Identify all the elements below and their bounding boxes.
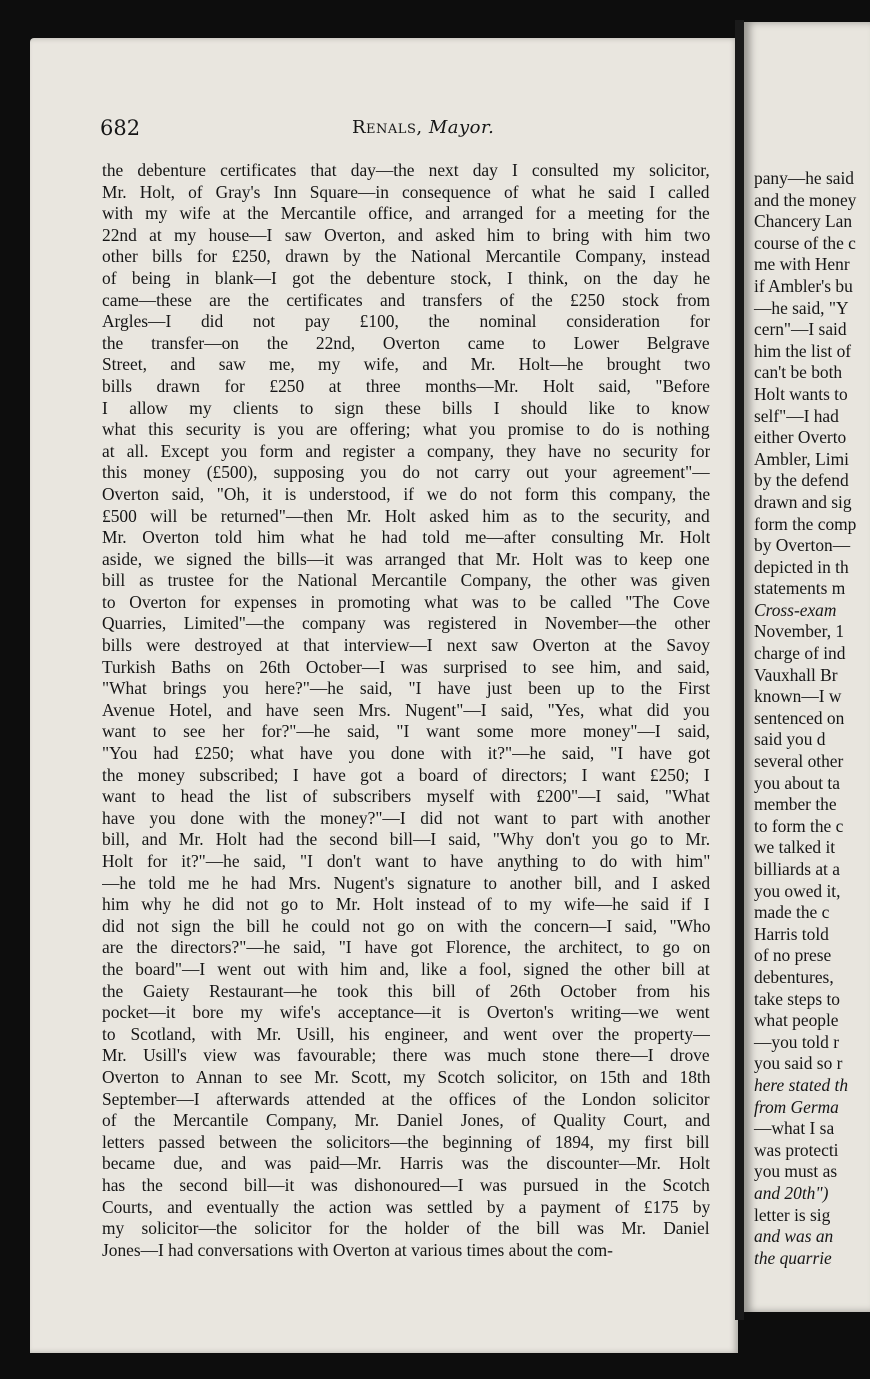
right-text-line: —he said, "Y <box>754 297 849 318</box>
text-line: has the second bill—it was dishonoured—I was pursued in the Scotch <box>102 1174 710 1195</box>
right-text-line: here stated th <box>754 1074 849 1095</box>
text-line: bill as trustee for the National Mercantile Company, the other was given <box>102 570 710 591</box>
text-line: I allow my clients to sign these bills I should like to know <box>102 397 710 418</box>
text-line: of being in blank—I got the debenture stock, I think, on the day he <box>102 267 710 288</box>
right-text-line: was protecti <box>754 1139 839 1160</box>
text-line: Street, and saw me, my wife, and Mr. Holt—he brought two <box>102 354 710 375</box>
right-text-line: billiards at a <box>754 859 840 879</box>
text-line: other bills for £250, drawn by the National Mercantile Company, instead <box>102 246 710 267</box>
text-line: the transfer—on the 22nd, Overton came to Lower Belgrave <box>102 332 710 353</box>
text-line: September—I afterwards attended at the offices of the London solicitor <box>102 1088 710 1109</box>
right-text-line: take steps to <box>754 988 840 1009</box>
right-text-line: you owed it, <box>754 880 841 901</box>
right-text-line: letter is sig <box>754 1204 831 1225</box>
text-line: —he told me he had Mrs. Nugent's signature to another bill, and I asked <box>102 872 710 893</box>
right-text-line: debentures, <box>754 966 834 987</box>
right-text-line: Harris told <box>754 923 829 944</box>
right-text-line: form the comp <box>754 513 857 534</box>
right-text-line: member the <box>754 794 837 815</box>
text-line: Turkish Baths on 26th October—I was surprised to see him, and said, <box>102 656 710 677</box>
right-text-line: Vauxhall Br <box>754 664 838 685</box>
right-text-line: you said so r <box>754 1053 843 1074</box>
text-line: Jones—I had conversations with Overton at various times about the com- <box>102 1239 613 1260</box>
text-line: the Gaiety Restaurant—he took this bill of 26th October from his <box>102 980 710 1001</box>
right-text-line: made the c <box>754 902 830 923</box>
right-text-line: we talked it <box>754 837 836 858</box>
running-head-title: Mayor. <box>428 117 495 138</box>
right-text-line: either Overto <box>754 427 847 448</box>
text-line: with my wife at the Mercantile office, and arranged for a meeting for the <box>102 203 710 224</box>
right-text-line: Cross-exam <box>754 599 837 620</box>
right-text-line: me with Henr <box>754 254 850 275</box>
right-text-line: known—I w <box>754 686 842 707</box>
right-text-line: —you told r <box>754 1031 840 1052</box>
right-text-line: said you d <box>754 729 826 750</box>
right-text-line: drawn and sig <box>754 491 852 512</box>
text-line: became due, and was paid—Mr. Harris was the discounter—Mr. Holt <box>102 1153 710 1174</box>
right-text-line: several other <box>754 751 844 772</box>
right-text-line: by the defend <box>754 470 849 491</box>
right-text-line: to form the c <box>754 815 844 836</box>
right-text-line: self"—I had <box>754 405 839 426</box>
right-text-line: and 20th") <box>754 1182 829 1203</box>
text-line: Avenue Hotel, and have seen Mrs. Nugent"—I said, "Yes, what did you <box>102 699 710 720</box>
right-page <box>744 22 870 1312</box>
text-line: want to see her for?"—he said, "I want some more money"—I said, <box>102 721 710 742</box>
text-line: my solicitor—the solicitor for the holder of the bill was Mr. Daniel <box>102 1218 710 1239</box>
text-line: Mr. Usill's view was favourable; there was much stone there—I drove <box>102 1045 710 1066</box>
right-text-line: —what I sa <box>754 1118 835 1139</box>
right-page-text <box>754 168 870 1269</box>
page-header <box>100 116 712 142</box>
text-line: bills drawn for £250 at three months—Mr. Holt said, "Before <box>102 375 710 396</box>
right-text-line: charge of ind <box>754 643 846 664</box>
book-gutter <box>735 20 744 1320</box>
right-text-line: if Ambler's bu <box>754 275 853 296</box>
text-line: have you done with the money?"—I did not want to part with another <box>102 807 710 828</box>
text-line: of the Mercantile Company, Mr. Daniel Jones, of Quality Court, and <box>102 1110 710 1131</box>
text-line: Holt for it?"—he said, "I don't want to have anything to do with him" <box>102 851 710 871</box>
text-line: pocket—it bore my wife's acceptance—it is Overton's writing—we went <box>102 1002 710 1023</box>
right-text-line: Chancery Lan <box>754 211 853 232</box>
text-line: him why he did not go to Mr. Holt instead of to my wife—he said if I <box>102 894 710 915</box>
text-line: Mr. Overton told him what he had told me—after consulting Mr. Holt <box>102 527 710 548</box>
running-head-name: Renals, <box>352 117 423 138</box>
text-line: what this security is you are offering; what you promise to do is nothing <box>102 419 710 440</box>
right-text-line: by Overton— <box>754 535 851 556</box>
text-line: "You had £250; what have you done with it?"—he said, "I have got <box>102 743 710 764</box>
right-text-line: Ambler, Limi <box>754 448 849 469</box>
running-head <box>352 117 494 138</box>
text-line: £500 will be returned"—then Mr. Holt asked him as to the security, and <box>102 505 710 526</box>
text-line: at all. Except you form and register a company, they have no security for <box>102 440 710 461</box>
right-text-line: November, 1 <box>754 621 845 642</box>
right-text-line: what people <box>754 1010 839 1031</box>
right-text-line: Holt wants to <box>754 383 848 404</box>
text-line: bill, and Mr. Holt had the second bill—I said, "Why don't you go to Mr. <box>102 829 710 850</box>
text-line: this money (£500), supposing you do not carry out your agreement"— <box>102 462 710 483</box>
right-text-line: of no prese <box>754 945 832 966</box>
text-line: the debenture certificates that day—the next day I consulted my solicitor, <box>102 160 710 180</box>
right-text-line: depicted in th <box>754 556 849 577</box>
right-text-line: and the money <box>754 189 857 210</box>
right-text-line: from Germa <box>754 1096 839 1117</box>
text-line: letters passed between the solicitors—the beginning of 1894, my first bill <box>102 1131 710 1152</box>
right-text-line: the quarrie <box>754 1247 832 1268</box>
text-line: Quarries, Limited"—the company was registered in November—the other <box>102 613 710 634</box>
text-line: aside, we signed the bills—it was arranged that Mr. Holt was to keep one <box>102 548 710 569</box>
body-text <box>102 160 710 1261</box>
right-text-line: pany—he said <box>754 168 854 188</box>
right-text-line: statements m <box>754 578 846 599</box>
right-text-line: sentenced on <box>754 707 845 728</box>
text-line: bills were destroyed at that interview—I next saw Overton at the Savoy <box>102 635 710 656</box>
text-line: Courts, and eventually the action was settled by a payment of £175 by <box>102 1196 710 1217</box>
text-line: "What brings you here?"—he said, "I have just been up to the First <box>102 678 710 699</box>
text-line: want to head the list of subscribers myself with £200"—I said, "What <box>102 786 710 807</box>
text-line: the board"—I went out with him and, like a fool, signed the other bill at <box>102 958 710 979</box>
text-line: Argles—I did not pay £100, the nominal consideration for <box>102 311 710 332</box>
right-text-line: you must as <box>754 1161 838 1182</box>
text-line: came—these are the certificates and transfers of the £250 stock from <box>102 289 710 310</box>
right-text-line: him the list of <box>754 340 852 361</box>
right-text-line: you about ta <box>754 772 840 793</box>
text-line: to Overton for expenses in promoting what was to be called "The Cove <box>102 591 710 612</box>
right-text-line: course of the c <box>754 232 856 253</box>
right-text-line: and was an <box>754 1226 834 1247</box>
right-text-line: can't be both <box>754 362 843 383</box>
text-line: did not sign the bill he could not go on with the concern—I said, "Who <box>102 915 710 936</box>
text-line: 22nd at my house—I saw Overton, and asked him to bring with him two <box>102 224 710 245</box>
text-line: Mr. Holt, of Gray's Inn Square—in consequence of what he said I called <box>102 181 710 202</box>
text-line: to Scotland, with Mr. Usill, his engineer, and went over the property— <box>102 1023 710 1044</box>
text-line: the money subscribed; I have got a board of directors; I want £250; I <box>102 764 710 785</box>
text-line: are the directors?"—he said, "I have got Florence, the architect, to go on <box>102 937 710 958</box>
right-text-line: cern"—I said <box>754 319 847 340</box>
text-line: Overton to Annan to see Mr. Scott, my Scotch solicitor, on 15th and 18th <box>102 1066 710 1087</box>
text-line: Overton said, "Oh, it is understood, if we do not form this company, the <box>102 483 710 504</box>
page-number: 682 <box>100 116 141 140</box>
